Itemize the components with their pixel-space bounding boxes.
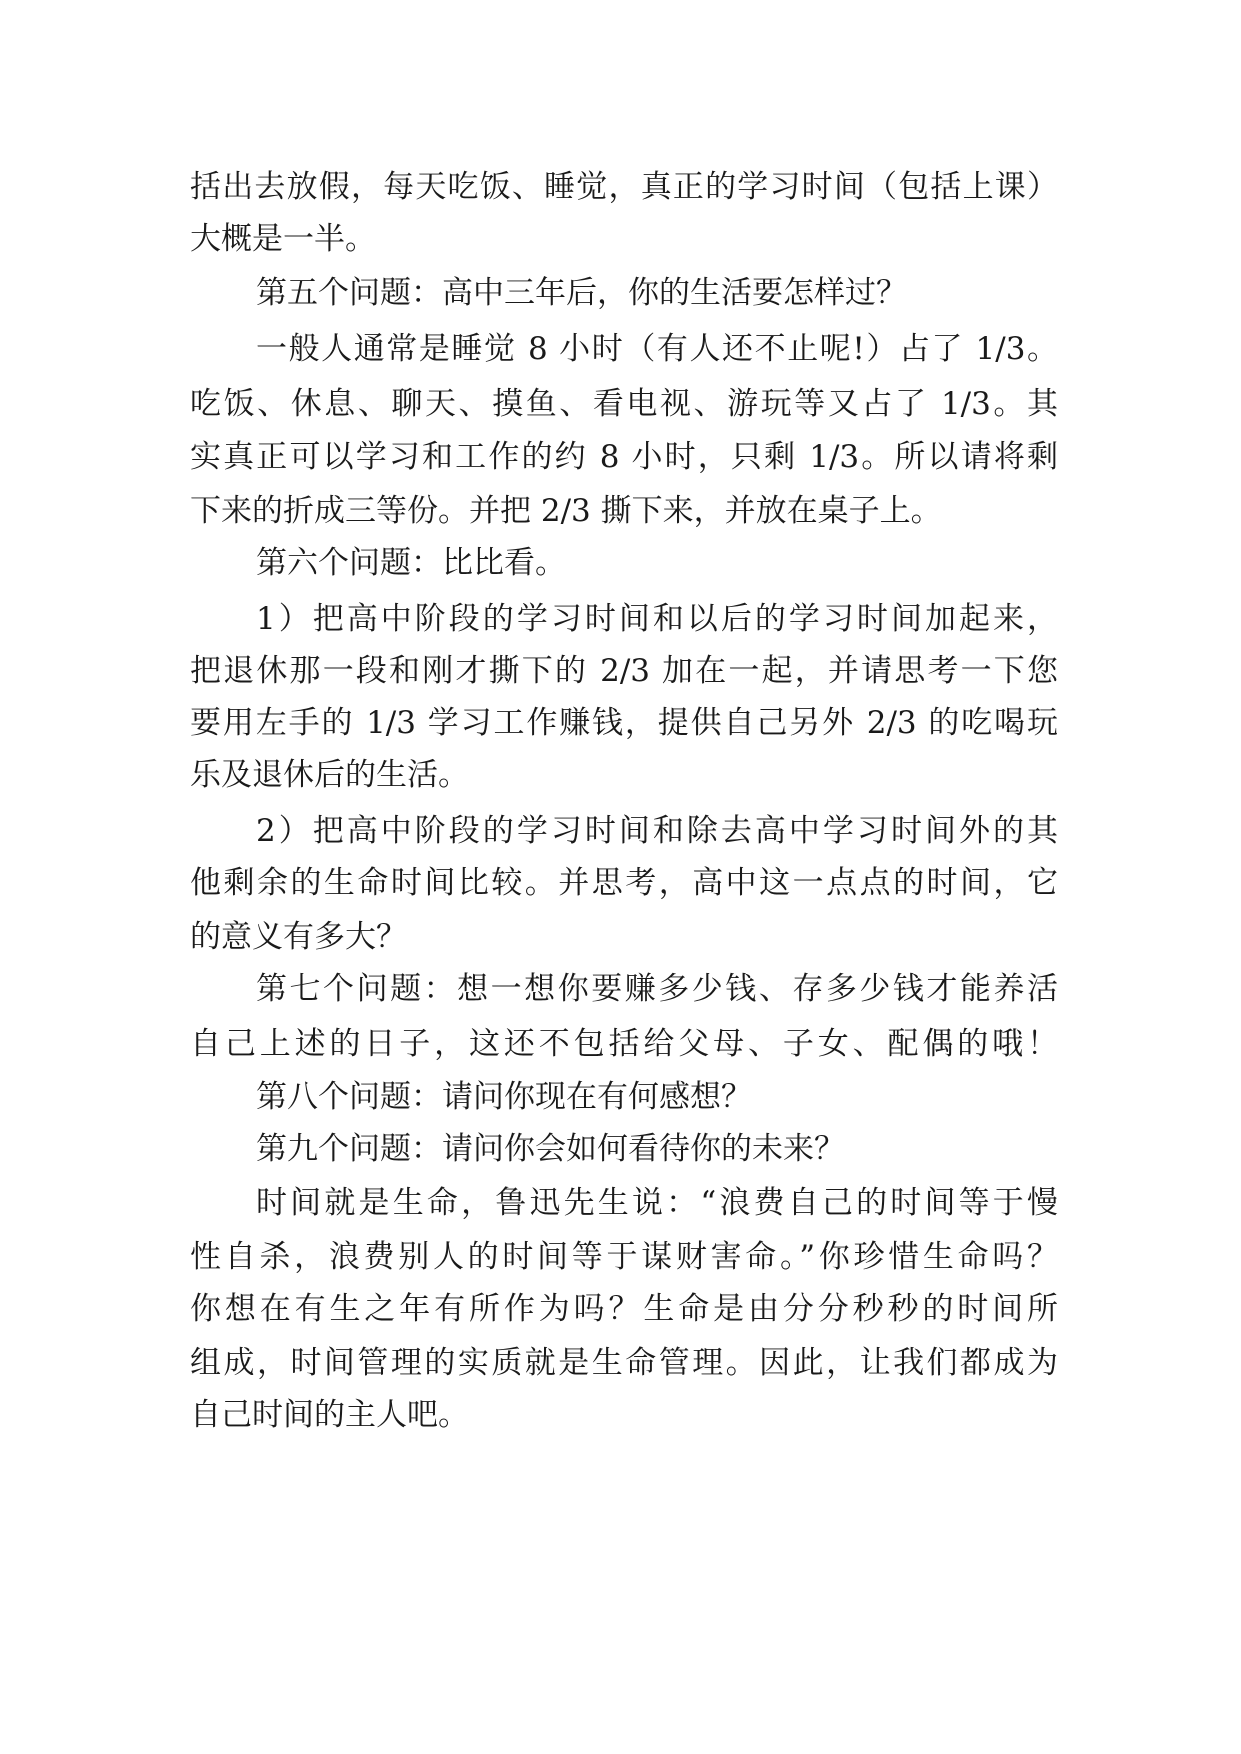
question-nine-line: 第九个问题：请问你会如何看待你的未来？ xyxy=(256,1131,845,1167)
text-line: 要用左手的 1/3 学习工作赚钱，提供自己另外 2/3 的吃喝玩 xyxy=(190,705,1058,741)
question-six-line: 第六个问题：比比看。 xyxy=(256,545,566,581)
text-line: 乐及退休后的生活。 xyxy=(190,757,469,793)
question-eight-line: 第八个问题：请问你现在有何感想？ xyxy=(256,1079,752,1115)
text-line: 实真正可以学习和工作的约 8 小时，只剩 1/3。所以请将剩 xyxy=(190,439,1058,475)
text-line: 性自杀，浪费别人的时间等于谋财害命。”你珍惜生命吗？ xyxy=(190,1239,1058,1275)
text-line: 你想在有生之年有所作为吗？生命是由分分秒秒的时间所 xyxy=(190,1291,1058,1327)
text-line: 2）把高中阶段的学习时间和除去高中学习时间外的其 xyxy=(256,813,1058,849)
text-line: 他剩余的生命时间比较。并思考，高中这一点点的时间，它 xyxy=(190,865,1058,901)
text-line: 自己上述的日子，这还不包括给父母、子女、配偶的哦！ xyxy=(190,1026,1058,1062)
text-line: 大概是一半。 xyxy=(190,221,376,257)
text-line: 的意义有多大？ xyxy=(190,919,407,955)
question-seven-line: 第七个问题：想一想你要赚多少钱、存多少钱才能养活 xyxy=(256,971,1058,1007)
text-line: 组成，时间管理的实质就是生命管理。因此，让我们都成为 xyxy=(190,1345,1058,1381)
text-line: 自己时间的主人吧。 xyxy=(190,1397,469,1433)
text-line: 把退休那一段和刚才撕下的 2/3 加在一起，并请思考一下您 xyxy=(190,653,1058,689)
text-line: 时间就是生命，鲁迅先生说：“浪费自己的时间等于慢 xyxy=(256,1185,1058,1221)
text-line: 吃饭、休息、聊天、摸鱼、看电视、游玩等又占了 1/3。其 xyxy=(190,386,1058,422)
text-line: 括出去放假，每天吃饭、睡觉，真正的学习时间（包括上课） xyxy=(190,169,1058,205)
text-line: 下来的折成三等份。并把 2/3 撕下来，并放在桌子上。 xyxy=(190,493,942,529)
text-line: 1）把高中阶段的学习时间和以后的学习时间加起来， xyxy=(256,601,1058,637)
text-line: 一般人通常是睡觉 8 小时（有人还不止呢!）占了 1/3。 xyxy=(256,331,1058,367)
question-five-line: 第五个问题：高中三年后，你的生活要怎样过？ xyxy=(256,275,907,311)
